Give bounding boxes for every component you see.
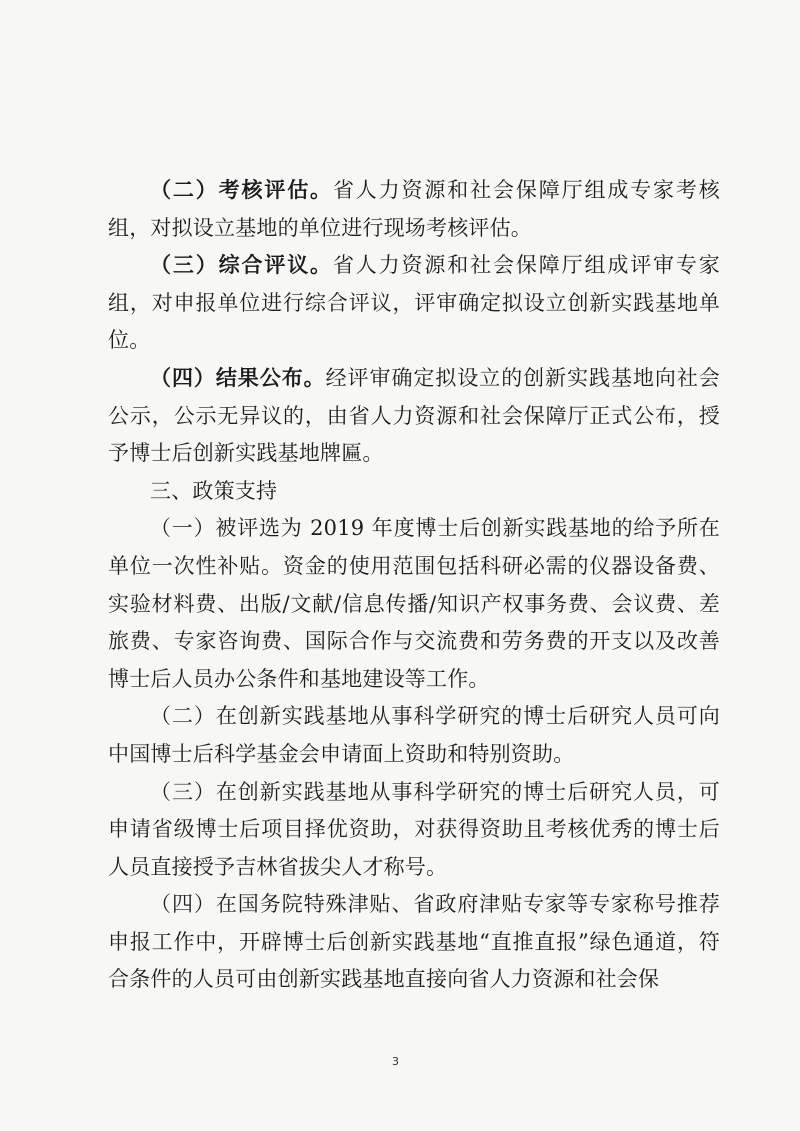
policy-paragraph: （一）被评选为 2019 年度博士后创新实践基地的给予所在单位一次性补贴。资金的使用范围包括科研必需的仪器设备费、实验材料费、出版/文献/信息传播/知识产权事务费、会议费、差旅费、专家咨询费、国际合作与交流费和劳务费的开支以及改善博士后人员办公条件和基地建设等工作。 — [108, 516, 720, 691]
policy-paragraph: （三）在创新实践基地从事科学研究的博士后研究人员，可申请省级博士后项目择优资助，对获得资助且考核优秀的博士后人员直接授予吉林省拔尖人才称号。 — [108, 779, 720, 879]
page-number: 3 — [392, 1055, 399, 1068]
paragraph-lead: （三）综合评议。 — [150, 253, 333, 278]
paragraph-text: 经评审确定拟设立的创新实践基地向社会公示，公示无异议的，由省人力资源和社会保障厅正式公布，授予博士后创新实践基地牌匾。 — [108, 365, 720, 466]
paragraph-lead: （二）考核评估。 — [150, 178, 333, 202]
paragraph-assessment — [108, 172, 720, 247]
paragraph-lead: （四）结果公布。 — [150, 365, 326, 390]
section-heading: 三、政策支持 — [150, 478, 278, 503]
document-body — [108, 172, 720, 999]
policy-paragraph: （二）在创新实践基地从事科学研究的博士后研究人员可向中国博士后科学基金会申请面上资助和特别资助。 — [108, 704, 720, 766]
policy-paragraph: （四）在国务院特殊津贴、省政府津贴专家等专家称号推荐申报工作中，开辟博士后创新实践基地“直推直报”绿色通道，符合条件的人员可由创新实践基地直接向省人力资源和社会保 — [108, 892, 720, 992]
paragraph-announcement — [108, 360, 720, 473]
paragraph-text: 省人力资源和社会保障厅组成专家考核组，对拟设立基地的单位进行现场考核评估。 — [108, 178, 720, 240]
paragraph-review — [108, 247, 720, 360]
paragraph-text: 省人力资源和社会保障厅组成评审专家组，对申报单位进行综合评议，评审确定拟设立创新实践基地单位。 — [108, 253, 720, 353]
